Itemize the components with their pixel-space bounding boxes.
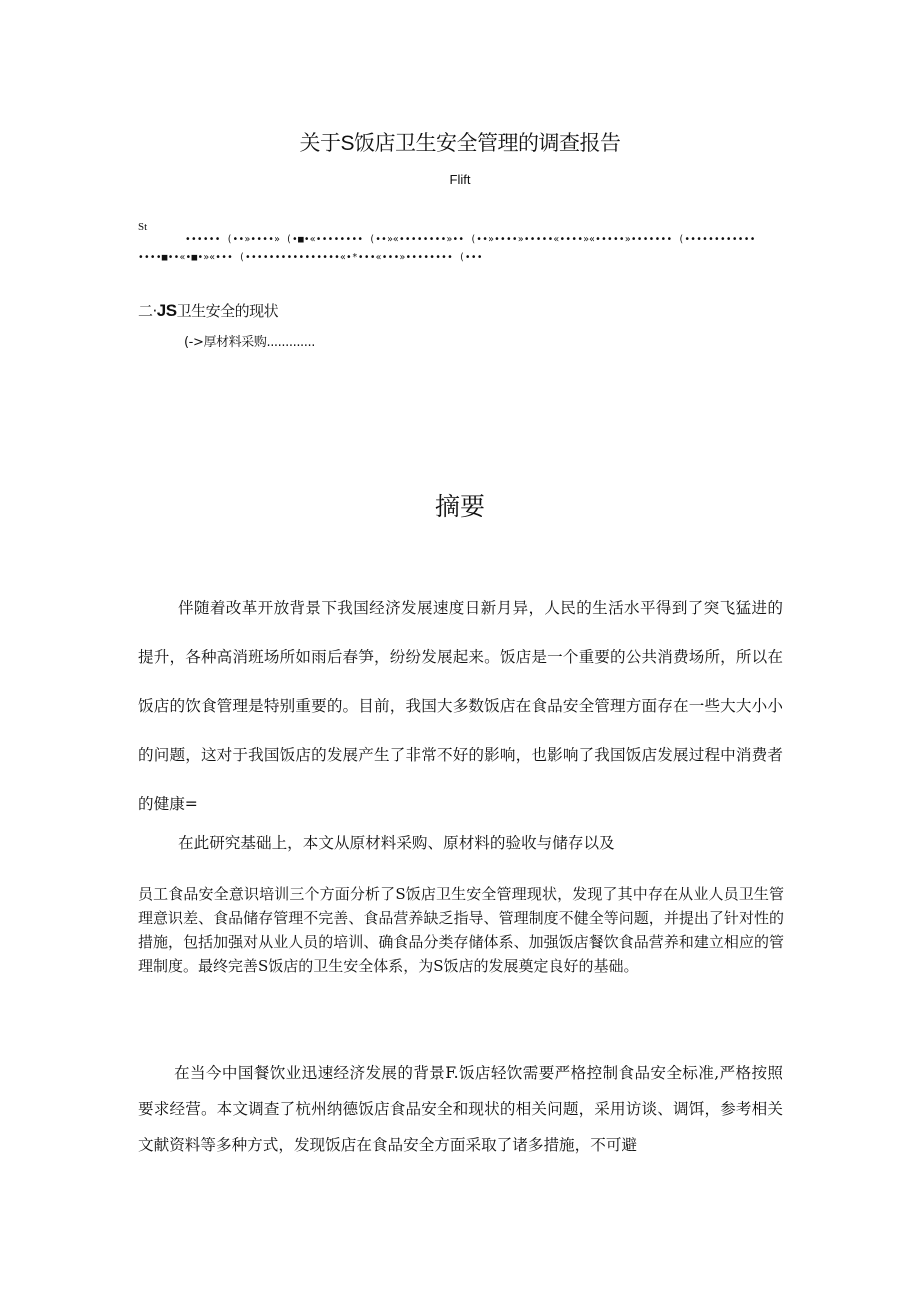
abstract-heading: 摘要: [434, 492, 485, 521]
section-heading-prefix: 二·: [138, 302, 157, 320]
abstract-paragraph: 在此研究基础上，本文从原材料采购、原材料的验收与储存以及: [178, 834, 615, 852]
toc-label: St: [138, 221, 148, 233]
document-title: 关于S饭店卫生安全管理的调查报告: [299, 132, 621, 155]
section-heading-code: JS: [156, 301, 177, 320]
document-subtitle: Flift: [449, 172, 471, 187]
abstract-paragraph: 伴随着改革开放背景下我国经济发展速度日新月异，人民的生活水平得到了突飞猛进的提升，各种高消班场所如雨后春笋，纷纷发展起来。饭店是一个重要的公共消费场所，所以在饭店的饮食管理是特别重要的。目前，我国大多数饭店在食品安全管理方面存在一些大大小小的问题，这对于我国饭店的发展产生了非常不好的影响，也影响了我国饭店发展过程中消费者的健康=: [138, 599, 783, 813]
section-heading-text: 卫生安全的现状: [176, 302, 279, 320]
section-heading: [138, 300, 278, 321]
abstract-paragraph: 在当今中国餐饮业迅速经济发展的背景F.饭店轻饮需要严格控制食品安全标准,严格按照要求经营。本文调查了杭州纳德饭店食品安全和现状的相关问题，采用访谈、调饵，参考相关文献资料等多种方式，发现饭店在食品安全方面采取了诸多措施，不可避: [138, 1064, 783, 1154]
toc-garbled-line: ••••■••«•■•»«••• (••••••••••••••••«•*•••«•••»•••••••• (•••: [138, 252, 483, 263]
abstract-paragraph: 员工食品安全意识培训三个方面分析了S饭店卫生安全管理现状，发现了其中存在从业人员卫生管理意识差、食品储存管理不完善、食品营养缺乏指导、管理制度不健全等问题，并提出了针对性的措施，包括加强对从业人员的培训、确食品分类存储体系、加强饭店餐饮食品营养和建立相应的管理制度。最终完善S饭店的卫生安全体系，为S饭店的发展奠定良好的基础。: [138, 885, 784, 975]
toc-sub-item: (->厚材料采购.............: [184, 335, 315, 350]
toc-garbled-line: •••••• (••»••••» (•■•«•••••••• (••»«••••••••»•• (••»••••»•••••«••••»«•••••»••••••• (••••••••••••: [185, 234, 756, 245]
